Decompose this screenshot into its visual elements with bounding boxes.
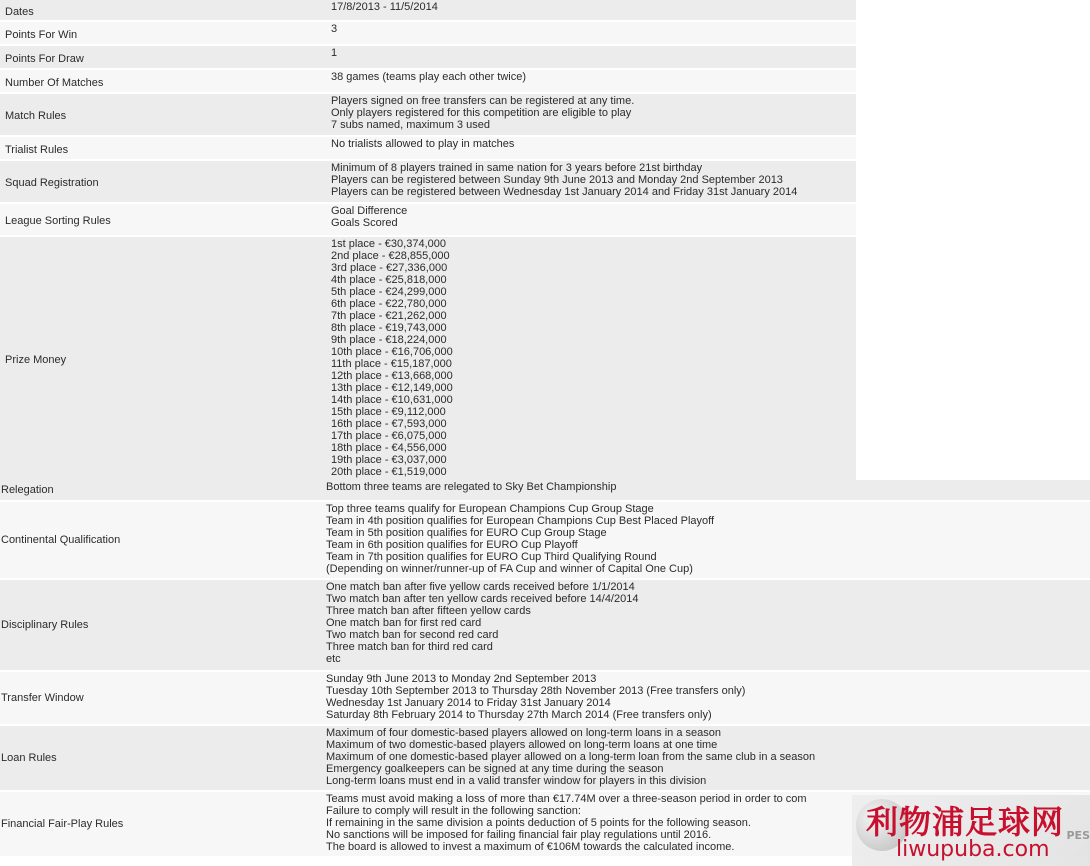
value-line: 12th place - €13,668,000 xyxy=(331,370,453,382)
table-row-relegation xyxy=(0,480,1090,502)
value-line: 11th place - €15,187,000 xyxy=(331,358,452,370)
row-value xyxy=(326,502,1090,578)
value-line: Three match ban after fifteen yellow cards xyxy=(326,605,531,617)
table-row-loan-rules xyxy=(0,726,1090,792)
row-value xyxy=(331,70,856,92)
row-value xyxy=(331,0,856,20)
value-line: Players signed on free transfers can be registered at any time. xyxy=(331,95,635,107)
row-value xyxy=(331,22,856,44)
table-row-transfer-window xyxy=(0,672,1090,726)
value-line: One match ban after five yellow cards received before 1/1/2014 xyxy=(326,581,635,593)
row-label: Dates xyxy=(5,5,34,18)
value-line: 14th place - €10,631,000 xyxy=(331,394,453,406)
row-label: Trialist Rules xyxy=(5,143,69,156)
value-line: Wednesday 1st January 2014 to Friday 31st January 2014 xyxy=(326,697,611,709)
row-label: Disciplinary Rules xyxy=(1,619,89,631)
value-line: Goals Scored xyxy=(331,217,398,229)
row-value xyxy=(326,726,1090,790)
value-line: 18th place - €4,556,000 xyxy=(331,442,447,454)
table-row-prize-money xyxy=(0,237,856,482)
value-line: Maximum of two domestic-based players allowed on long-term loans at one time xyxy=(326,739,718,751)
table-row-number-of-matches xyxy=(0,70,856,94)
value-line: Two match ban for second red card xyxy=(326,629,499,641)
value-line: 20th place - €1,519,000 xyxy=(331,466,447,478)
value-line: Teams must avoid making a loss of more than €17.74M over a three-season period in order to com xyxy=(326,793,807,805)
row-label: Prize Money xyxy=(5,354,67,366)
value-line: 38 games (teams play each other twice) xyxy=(331,71,527,83)
table-row-points-for-draw xyxy=(0,46,856,70)
value-line: Team in 7th position qualifies for EURO Cup Third Qualifying Round xyxy=(326,551,657,563)
watermark-site-name: 利物浦足球网 xyxy=(866,803,1065,841)
row-value xyxy=(331,94,856,135)
table-row-squad-registration xyxy=(0,161,856,204)
row-label: Squad Registration xyxy=(5,177,99,189)
row-value xyxy=(331,46,856,68)
value-line: Saturday 8th February 2014 to Thursday 27th March 2014 (Free transfers only) xyxy=(326,709,712,721)
value-line: Failure to comply will result in the following sanction: xyxy=(326,805,581,817)
row-label: Match Rules xyxy=(5,110,67,122)
value-line: 17th place - €6,075,000 xyxy=(331,430,447,442)
value-line: 13th place - €12,149,000 xyxy=(331,382,453,394)
value-line: 8th place - €19,743,000 xyxy=(331,322,447,334)
value-line: One match ban for first red card xyxy=(326,617,482,629)
row-value xyxy=(331,161,856,202)
value-line: 5th place - €24,299,000 xyxy=(331,286,447,298)
table-row-continental-qualification xyxy=(0,502,1090,580)
value-line: (Depending on winner/runner-up of FA Cup and winner of Capital One Cup) xyxy=(326,563,693,575)
row-value xyxy=(331,204,856,235)
value-line: etc xyxy=(326,653,341,665)
value-line: 16th place - €7,593,000 xyxy=(331,418,447,430)
value-line: Only players registered for this competition are eligible to play xyxy=(331,107,632,119)
table-row-points-for-win xyxy=(0,22,856,46)
row-label: Financial Fair-Play Rules xyxy=(1,818,124,830)
site-watermark xyxy=(852,795,1090,866)
value-line: 4th place - €25,818,000 xyxy=(331,274,447,286)
row-label: Transfer Window xyxy=(1,692,84,704)
table-row-league-sorting-rules xyxy=(0,204,856,237)
row-label: Relegation xyxy=(1,484,54,496)
table-row-dates xyxy=(0,0,856,22)
row-value xyxy=(331,137,856,159)
value-line: Long-term loans must end in a valid transfer window for players in this division xyxy=(326,775,707,787)
value-line: 15th place - €9,112,000 xyxy=(331,406,446,418)
row-label: Points For Win xyxy=(5,28,78,41)
row-value xyxy=(326,672,1090,724)
value-line: Players can be registered between Wednesday 1st January 2014 and Friday 31st January 2014 xyxy=(331,186,798,198)
value-line: Goal Difference xyxy=(331,205,408,217)
row-value xyxy=(331,237,856,480)
value-line: Tuesday 10th September 2013 to Thursday 28th November 2013 (Free transfers only) xyxy=(326,685,746,697)
value-line: 10th place - €16,706,000 xyxy=(331,346,453,358)
value-line: Minimum of 8 players trained in same nation for 3 years before 21st birthday xyxy=(331,162,703,174)
value-line: Players can be registered between Sunday 9th June 2013 and Monday 2nd September 2013 xyxy=(331,174,783,186)
value-line: 1st place - €30,374,000 xyxy=(331,238,446,250)
value-line: The board is allowed to invest a maximum of €106M towards the calculated income. xyxy=(326,841,735,853)
row-label: Loan Rules xyxy=(1,752,57,764)
value-line: Bottom three teams are relegated to Sky Bet Championship xyxy=(326,481,617,493)
value-line: Top three teams qualify for European Champions Cup Group Stage xyxy=(326,503,654,515)
value-line: 9th place - €18,224,000 xyxy=(331,334,447,346)
value-line: Maximum of one domestic-based player allowed on a long-term loan from the same club in a season xyxy=(326,751,816,763)
table-row-trialist-rules xyxy=(0,137,856,161)
table-row-match-rules xyxy=(0,94,856,137)
value-line: No trialists allowed to play in matches xyxy=(331,138,515,150)
value-line: 17/8/2013 - 11/5/2014 xyxy=(331,1,438,13)
value-line: 7th place - €21,262,000 xyxy=(331,310,447,322)
row-value xyxy=(326,580,1090,670)
value-line: 19th place - €3,037,000 xyxy=(331,454,447,466)
value-line: No sanctions will be imposed for failing financial fair play regulations until 2016. xyxy=(326,829,712,841)
row-label: Continental Qualification xyxy=(1,534,121,546)
watermark-url: liwupuba.com xyxy=(896,837,1050,862)
watermark-tag: PES xyxy=(1066,829,1090,842)
value-line: Two match ban after ten yellow cards received before 14/4/2014 xyxy=(326,593,639,605)
value-line: 7 subs named, maximum 3 used xyxy=(331,119,490,131)
value-line: If remaining in the same division a points deduction of 5 points for the following season. xyxy=(326,817,751,829)
row-label: Points For Draw xyxy=(5,52,84,65)
value-line: Sunday 9th June 2013 to Monday 2nd September 2013 xyxy=(326,673,597,685)
row-label: Number Of Matches xyxy=(5,76,104,89)
value-line: 6th place - €22,780,000 xyxy=(331,298,447,310)
value-line: 2nd place - €28,855,000 xyxy=(331,250,450,262)
competition-rules-table-top xyxy=(0,0,856,482)
value-line: 1 xyxy=(331,47,338,59)
table-row-disciplinary-rules xyxy=(0,580,1090,672)
value-line: Emergency goalkeepers can be signed at any time during the season xyxy=(326,763,664,775)
row-label: League Sorting Rules xyxy=(5,215,111,227)
value-line: Three match ban for third red card xyxy=(326,641,493,653)
value-line: Team in 5th position qualifies for EURO Cup Group Stage xyxy=(326,527,607,539)
value-line: Maximum of four domestic-based players allowed on long-term loans in a season xyxy=(326,727,721,739)
value-line: 3 xyxy=(331,23,338,35)
value-line: Team in 6th position qualifies for EURO Cup Playoff xyxy=(326,539,578,551)
row-value xyxy=(326,480,1090,500)
value-line: 3rd place - €27,336,000 xyxy=(331,262,448,274)
value-line: Team in 4th position qualifies for European Champions Cup Best Placed Playoff xyxy=(326,515,715,527)
